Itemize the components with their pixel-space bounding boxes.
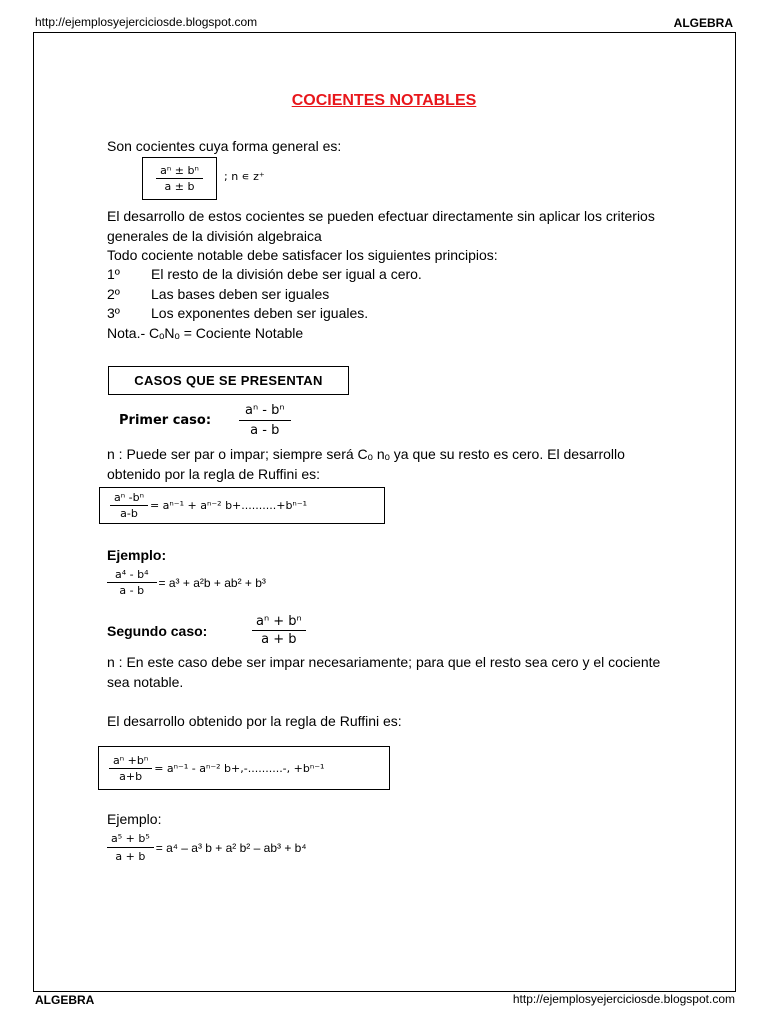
case1-dev-numerator: aⁿ -bⁿ xyxy=(110,491,148,506)
case2-dev-rhs: = aⁿ⁻¹ - aⁿ⁻² b+,-..........-, +bⁿ⁻¹ xyxy=(154,761,325,775)
case2-numerator: aⁿ + bⁿ xyxy=(252,614,306,631)
principle-number: 2º xyxy=(107,286,120,302)
case2-development-box xyxy=(98,746,390,790)
case1-example xyxy=(107,568,266,597)
case2-dev-denominator: a+b xyxy=(119,769,143,783)
case1-fraction xyxy=(239,403,291,438)
case2-dev-numerator: aⁿ +bⁿ xyxy=(109,754,152,769)
principle-text: El resto de la división debe ser igual a cero. xyxy=(151,266,422,282)
footer-subject: ALGEBRA xyxy=(35,993,95,1007)
footer-url[interactable]: http://ejemplosyejerciciosde.blogspot.com xyxy=(512,992,735,1006)
header-subject: ALGEBRA xyxy=(673,16,733,30)
cases-title: CASOS QUE SE PRESENTAN xyxy=(134,373,323,388)
case2-text: n : En este caso debe ser impar necesariamente; para que el resto sea cero y el cociente sea notable. xyxy=(107,654,661,690)
header-url[interactable]: http://ejemplosyejerciciosde.blogspot.com xyxy=(35,15,258,29)
case1-development-box xyxy=(99,487,385,524)
principle-text: Las bases deben ser iguales xyxy=(151,286,330,302)
case1-example-rhs: = a³ + a²b + ab² + b³ xyxy=(158,575,266,590)
principle-number: 3º xyxy=(107,305,120,321)
case2-example-numerator: a⁵ + b⁵ xyxy=(107,832,154,848)
case1-example-label: Ejemplo: xyxy=(107,547,167,563)
case2-example-rhs: = a⁴ – a³ b + a² b² – ab³ + b⁴ xyxy=(155,840,307,855)
case1-example-fraction xyxy=(107,568,157,597)
page-title: COCIENTES NOTABLES xyxy=(291,92,477,109)
principle-text: Los exponentes deben ser iguales. xyxy=(151,305,369,321)
general-form-fraction xyxy=(156,164,203,193)
case1-example-denominator: a - b xyxy=(119,584,145,597)
case2-label: Segundo caso: xyxy=(107,623,208,639)
case1-text: n : Puede ser par o impar; siempre será Cₒ nₒ ya que su resto es cero. El desarrollo obtenido por la regla de Ruffini es: xyxy=(107,446,625,482)
general-form-box xyxy=(142,157,217,200)
case1-example-numerator: a⁴ - b⁴ xyxy=(107,568,157,583)
case1-denominator: a - b xyxy=(250,423,280,438)
paragraph-2: Todo cociente notable debe satisfacer los siguientes principios: xyxy=(107,247,498,263)
principle-3 xyxy=(107,304,368,324)
case1-numerator: aⁿ - bⁿ xyxy=(239,403,291,421)
case2-denominator: a + b xyxy=(261,632,297,647)
case1-dev-rhs: = aⁿ⁻¹ + aⁿ⁻² b+..........+bⁿ⁻¹ xyxy=(149,499,308,512)
case2-dev-fraction xyxy=(109,754,152,783)
intro-text: Son cocientes cuya forma general es: xyxy=(107,138,342,154)
principle-1 xyxy=(107,265,422,285)
nota-text: Nota.- CₒNₒ = Cociente Notable xyxy=(107,325,304,341)
paragraph-1: El desarrollo de estos cocientes se pueden efectuar directamente sin aplicar los criterios generales de la división algebraica xyxy=(107,208,655,244)
case2-fraction xyxy=(252,614,306,647)
case2-development xyxy=(109,747,389,789)
principle-number: 1º xyxy=(107,266,120,282)
case1-dev-fraction xyxy=(110,491,148,520)
general-form-condition: ; n ∊ z⁺ xyxy=(224,170,265,183)
case1-label: Primer caso: xyxy=(119,413,212,428)
case2-example-denominator: a + b xyxy=(115,850,146,863)
general-form-numerator: aⁿ ± bⁿ xyxy=(156,164,203,179)
case2-ruffini-text: El desarrollo obtenido por la regla de Ruffini es: xyxy=(107,713,402,729)
case1-dev-denominator: a-b xyxy=(120,507,138,520)
general-form-denominator: a ± b xyxy=(164,180,195,193)
case2-example xyxy=(107,832,307,863)
case2-example-fraction xyxy=(107,832,154,863)
cases-title-box xyxy=(108,366,349,395)
principle-2 xyxy=(107,285,329,305)
case1-development xyxy=(110,488,384,523)
case2-example-label: Ejemplo: xyxy=(107,811,162,827)
